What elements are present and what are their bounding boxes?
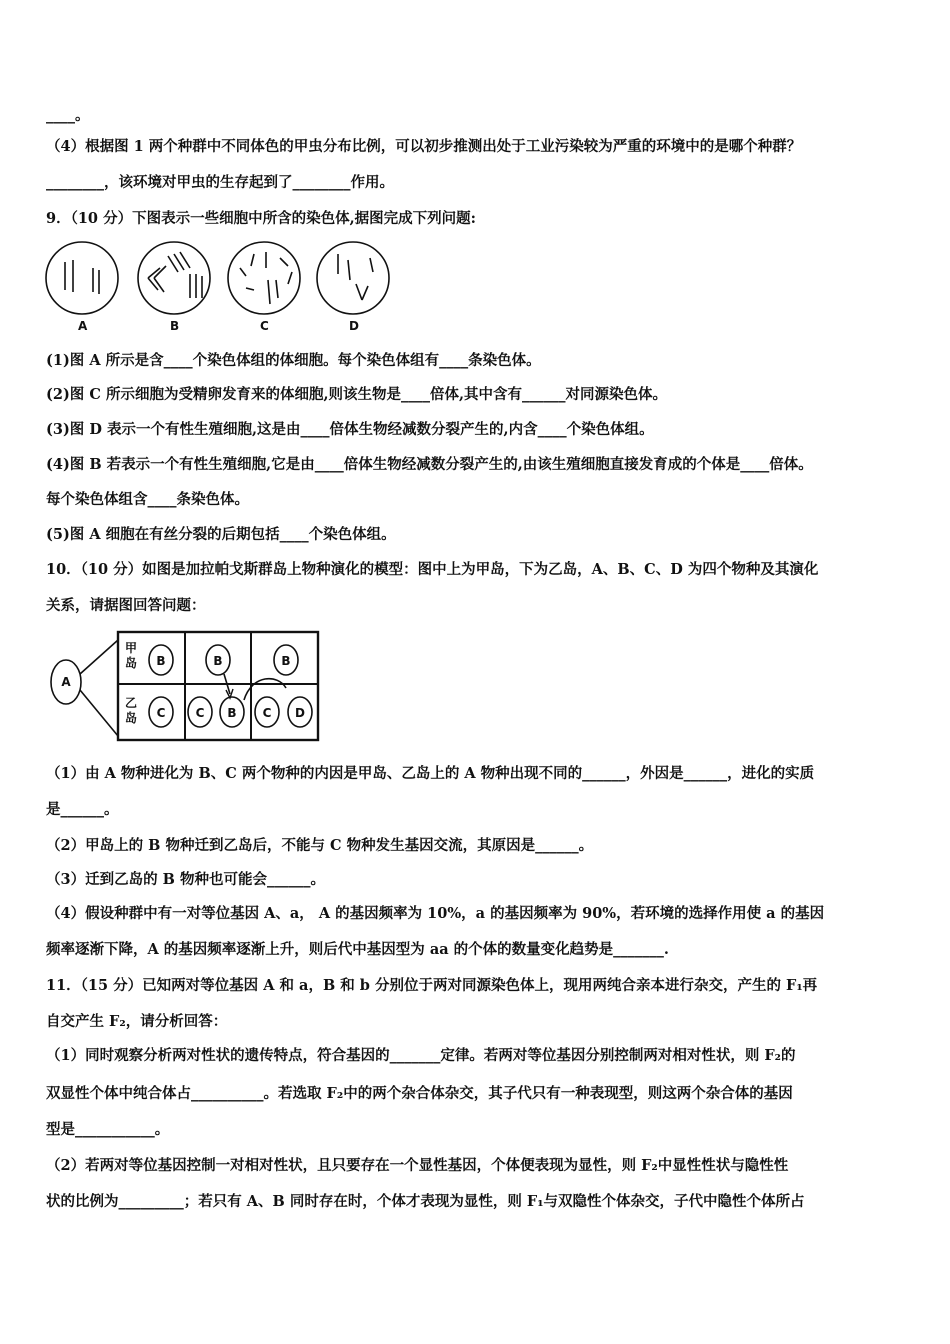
label-c: C [260, 319, 269, 333]
text-line: （2）甲岛上的 B 物种迁到乙岛后，不能与 C 物种发生基因交流，其原因是______。 [46, 837, 594, 854]
cell-a-chromosomes [65, 260, 99, 294]
figure-10-islands [46, 628, 326, 746]
text-line: （4）假设种群中有一对等位基因 A、a， A 的基因频率为 10%，a 的基因频率为 90%，若环境的选择作用使 a 的基因 [46, 905, 825, 922]
text-line: (4)图 B 若表示一个有性生殖细胞,它是由____倍体生物经减数分裂产生的,由该生殖细胞直接发育成的个体是____倍体。 [46, 456, 813, 473]
island-bottom-label: 乙 [124, 696, 138, 710]
question-11-heading: 11．（15 分）已知两对等位基因 A 和 a，B 和 b 分别位于两对同源染色体上，现用两纯合亲本进行杂交，产生的 F₁再 [46, 977, 818, 994]
cell-a [46, 242, 118, 314]
cell-d-chromosomes [338, 254, 373, 300]
species-d-label: D [295, 706, 305, 720]
label-b: B [170, 319, 180, 333]
text-line: (3)图 D 表示一个有性生殖细胞,这是由____倍体生物经减数分裂产生的,内含____个染色体组。 [46, 421, 654, 438]
text-line: 自交产生 F₂，请分析回答： [46, 1013, 228, 1030]
question-9-heading: 9．（10 分）下图表示一些细胞中所含的染色体,据图完成下列问题: [46, 210, 476, 227]
text-line: 双显性个体中纯合体占__________。若选取 F₂中的两个杂合体杂交，其子代只有一种表现型，则这两个杂合体的基因 [46, 1085, 793, 1102]
text-line: 状的比例为_________；若只有 A、B 同时存在时，个体才表现为显性，则 F₁与双隐性个体杂交，子代中隐性个体所占 [46, 1193, 805, 1210]
text-line: （1）同时观察分析两对性状的遗传特点，符合基因的_______定律。若两对等位基因分别控制两对相对性状，则 F₂的 [46, 1047, 796, 1064]
question-10-heading: 10．（10 分）如图是加拉帕戈斯群岛上物种演化的模型：图中上为甲岛，下为乙岛，A、B、C、D 为四个物种及其演化 [46, 561, 819, 578]
text-line: (5)图 A 细胞在有丝分裂的后期包括____个染色体组。 [46, 526, 396, 543]
text-line: (1)图 A 所示是含____个染色体组的体细胞。每个染色体组有____条染色体。 [46, 352, 541, 369]
species-c-label: C [262, 706, 272, 720]
text-line: 型是___________。 [46, 1121, 170, 1138]
cell-d [317, 242, 389, 314]
species-c-label: C [195, 706, 205, 720]
text-line: （2）若两对等位基因控制一对相对性状，且只要存在一个显性基因，个体便表现为显性，则 F₂中显性性状与隐性性 [46, 1157, 789, 1174]
species-b-label: B [227, 706, 237, 720]
species-b-label: B [156, 654, 166, 668]
species-a-label: A [61, 675, 71, 689]
label-a: A [78, 319, 88, 333]
species-c-label: C [156, 706, 166, 720]
text-line: ________，该环境对甲虫的生存起到了________作用。 [46, 174, 394, 191]
island-bottom-label: 岛 [124, 711, 138, 725]
text-line: 是______。 [46, 801, 119, 818]
cell-b-chromosomes [148, 252, 202, 298]
text-line: 每个染色体组含____条染色体。 [46, 491, 249, 508]
text-line: (2)图 C 所示细胞为受精卵发育来的体细胞,则该生物是____倍体,其中含有______对同源染色体。 [46, 386, 668, 403]
figure-9-cells [40, 240, 400, 335]
island-top-label: 岛 [124, 656, 138, 670]
text-line: （3）迁到乙岛的 B 物种也可能会______。 [46, 871, 325, 888]
cell-c-chromosomes [240, 252, 292, 304]
species-b-label: B [213, 654, 223, 668]
text-line: 关系，请据图回答问题： [46, 597, 206, 614]
species-b-label: B [281, 654, 291, 668]
text-line: ____。 [46, 107, 90, 124]
island-top-label: 甲 [124, 641, 138, 655]
text-line: 频率逐渐下降，A 的基因频率逐渐上升，则后代中基因型为 aa 的个体的数量变化趋势是_______. [46, 941, 669, 958]
text-line: （1）由 A 物种进化为 B、C 两个物种的内因是甲岛、乙岛上的 A 物种出现不同的______，外因是______，进化的实质 [46, 765, 815, 782]
label-d: D [349, 319, 359, 333]
text-line: （4）根据图 1 两个种群中不同体色的甲虫分布比例，可以初步推测出处于工业污染较为严重的环境中的是哪个种群？ [46, 138, 802, 155]
